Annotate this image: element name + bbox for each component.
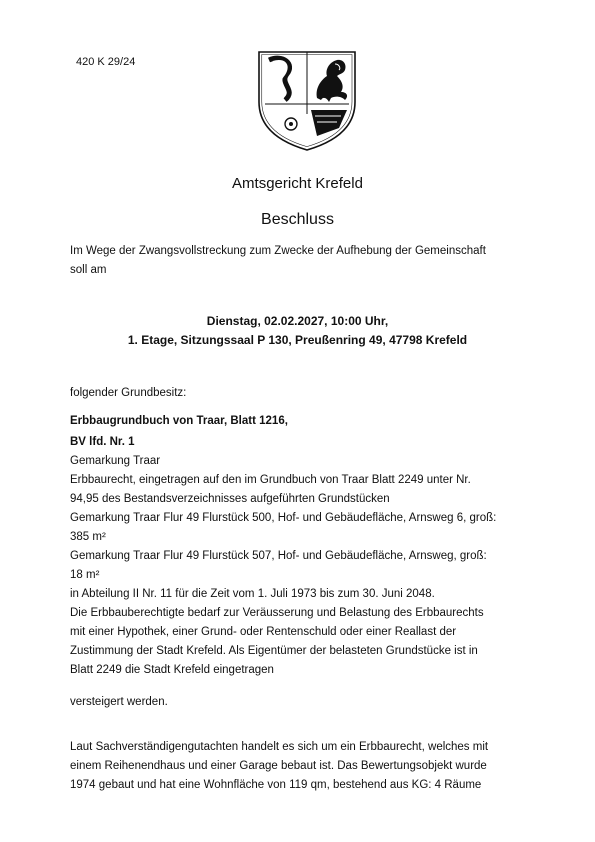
- detail-line: Gemarkung Traar Flur 49 Flurstück 507, Hof- und Gebäudefläche, Arnsweg, groß:: [70, 550, 487, 562]
- detail-line: Blatt 2249 die Stadt Krefeld eingetragen: [70, 664, 274, 676]
- appraisal-line: einem Reihenendhaus und einer Garage bebaut ist. Das Bewertungsobjekt wurde: [70, 760, 487, 772]
- auction-location: 1. Etage, Sitzungssaal P 130, Preußenring 49, 47798 Krefeld: [127, 333, 468, 347]
- detail-line: Die Erbbauberechtigte bedarf zur Veräusserung und Belastung des Erbbaurechts: [70, 607, 484, 619]
- property-heading: Erbbaugrundbuch von Traar, Blatt 1216,: [70, 415, 288, 427]
- property-intro: folgender Grundbesitz:: [70, 387, 187, 399]
- versteigert-line: versteigert werden.: [70, 696, 168, 708]
- appraisal-line: 1974 gebaut und hat eine Wohnfläche von 119 qm, bestehend aus KG: 4 Räume: [70, 779, 482, 791]
- detail-line: Zustimmung der Stadt Krefeld. Als Eigentümer der belasteten Grundstücke ist in: [70, 645, 478, 657]
- auction-date: Dienstag, 02.02.2027, 10:00 Uhr,: [206, 314, 389, 328]
- property-details: [70, 412, 496, 680]
- intro-line: Im Wege der Zwangsvollstreckung zum Zwecke der Aufhebung der Gemeinschaft: [70, 245, 486, 257]
- detail-line: 18 m²: [70, 569, 100, 581]
- detail-line: Erbbaurecht, eingetragen auf den im Grundbuch von Traar Blatt 2249 unter Nr.: [70, 474, 471, 486]
- intro-paragraph: [70, 242, 486, 280]
- detail-line: in Abteilung II Nr. 11 für die Zeit vom 1. Juli 1973 bis zum 30. Juni 2048.: [70, 588, 435, 600]
- coat-of-arms-icon: [255, 44, 359, 154]
- detail-line: Gemarkung Traar: [70, 455, 161, 467]
- intro-line: soll am: [70, 264, 107, 276]
- detail-line: mit einer Hypothek, einer Grund- oder Rentenschuld oder einer Reallast der: [70, 626, 457, 638]
- court-name: Amtsgericht Krefeld: [232, 175, 363, 192]
- case-number: 420 K 29/24: [76, 56, 136, 68]
- detail-line: 94,95 des Bestandsverzeichnisses aufgeführten Grundstücken: [70, 493, 390, 505]
- appraisal-paragraph: [70, 738, 488, 795]
- detail-line: 385 m²: [70, 531, 106, 543]
- appraisal-line: Laut Sachverständigengutachten handelt es sich um ein Erbbaurecht, welches mit: [70, 741, 489, 753]
- detail-line: Gemarkung Traar Flur 49 Flurstück 500, Hof- und Gebäudefläche, Arnsweg 6, groß:: [70, 512, 497, 524]
- property-subheading: BV lfd. Nr. 1: [70, 436, 135, 448]
- document-title: Beschluss: [261, 211, 334, 228]
